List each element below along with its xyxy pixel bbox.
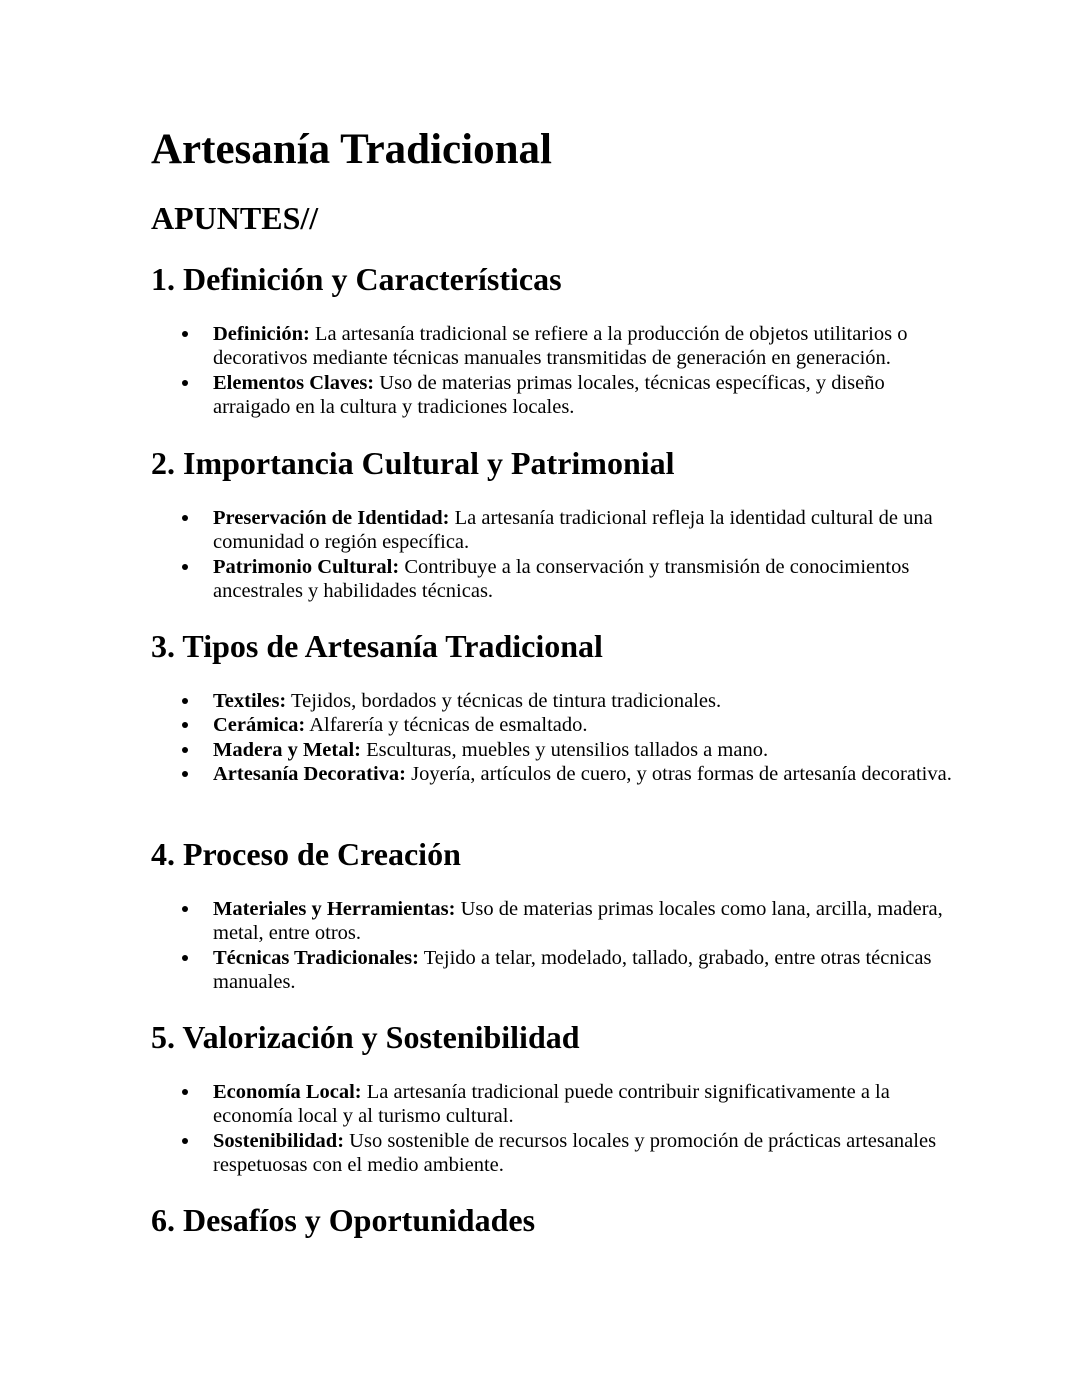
bullet-term: Elementos Claves:	[213, 371, 375, 394]
bullet-text: Uso de materias primas locales como lana, arcilla, madera, metal, entre otros.	[213, 898, 943, 945]
bullet-text: Tejido a telar, modelado, tallado, grabado, entre otras técnicas manuales.	[213, 946, 932, 993]
bullet-term: Economía Local:	[213, 1081, 362, 1103]
section-heading: 1. Definición y Características	[151, 261, 562, 297]
bullet-text: Joyería, artículos de cuero, y otras formas de artesanía decorativa.	[405, 762, 952, 785]
bullet-text: Contribuye a la conservación y transmisión de conocimientos ancestrales y habilidades técnicas.	[213, 555, 910, 602]
bullet-text: La artesanía tradicional refleja la identidad cultural de una comunidad o región específica.	[213, 507, 933, 554]
list-item	[0, 322, 953, 371]
list-item	[0, 946, 953, 995]
section-heading: 6. Desafíos y Oportunidades	[151, 1202, 536, 1238]
bullet-list	[0, 897, 1080, 994]
bullet-term: Textiles:	[213, 690, 287, 712]
section-heading: 5. Valorización y Sostenibilidad	[151, 1019, 580, 1055]
bullet-icon	[182, 747, 188, 753]
list-item	[0, 689, 953, 713]
bullet-text: Tejidos, bordados y técnicas de tintura tradicionales.	[286, 690, 722, 712]
bullet-term: Madera y Metal:	[213, 738, 361, 761]
section-heading: 2. Importancia Cultural y Patrimonial	[151, 445, 675, 481]
bullet-term: Cerámica:	[213, 714, 306, 737]
bullet-text: Esculturas, muebles y utensilios tallados a mano.	[361, 738, 769, 761]
bullet-list	[0, 322, 1080, 419]
list-item	[0, 897, 953, 946]
bullet-icon	[182, 331, 188, 337]
bullet-icon	[182, 906, 188, 912]
section-heading: 3. Tipos de Artesanía Tradicional	[151, 628, 603, 664]
bullet-term: Definición:	[213, 323, 310, 345]
bullet-icon	[182, 1089, 188, 1095]
bullet-text: Alfarería y técnicas de esmaltado.	[305, 714, 588, 737]
list-item	[0, 738, 953, 762]
bullet-list	[0, 1080, 1080, 1177]
bullet-term: Materiales y Herramientas:	[213, 898, 456, 920]
bullet-text: La artesanía tradicional puede contribuir significativamente a la economía local y al turismo cultural.	[213, 1081, 890, 1128]
bullet-icon	[182, 722, 188, 728]
bullet-term: Sostenibilidad:	[213, 1129, 345, 1152]
document-subtitle: APUNTES//	[151, 200, 319, 236]
bullet-icon	[182, 564, 188, 570]
bullet-icon	[182, 380, 188, 386]
list-item	[0, 371, 953, 420]
list-item	[0, 1080, 953, 1129]
bullet-icon	[182, 1138, 188, 1144]
bullet-term: Artesanía Decorativa:	[213, 762, 406, 785]
bullet-icon	[182, 515, 188, 521]
bullet-list	[0, 689, 1080, 786]
list-item	[0, 555, 953, 604]
document-title: Artesanía Tradicional	[151, 126, 552, 173]
section-heading: 4. Proceso de Creación	[151, 836, 461, 872]
list-item	[0, 1129, 953, 1178]
bullet-text: Uso sostenible de recursos locales y promoción de prácticas artesanales respetuosas con el medio ambiente.	[213, 1129, 937, 1176]
bullet-list	[0, 506, 1080, 603]
bullet-text: La artesanía tradicional se refiere a la producción de objetos utilitarios o decorativos mediante técnicas manuales transmitidas de generación en generación.	[213, 323, 908, 370]
bullet-term: Patrimonio Cultural:	[213, 555, 400, 578]
list-item	[0, 506, 953, 555]
list-item	[0, 762, 953, 786]
bullet-icon	[182, 698, 188, 704]
bullet-icon	[182, 955, 188, 961]
bullet-term: Técnicas Tradicionales:	[213, 946, 419, 969]
list-item	[0, 713, 953, 737]
bullet-term: Preservación de Identidad:	[213, 507, 450, 529]
bullet-icon	[182, 771, 188, 777]
bullet-text: Uso de materias primas locales, técnicas específicas, y diseño arraigado en la cultura y tradiciones locales.	[213, 371, 885, 418]
